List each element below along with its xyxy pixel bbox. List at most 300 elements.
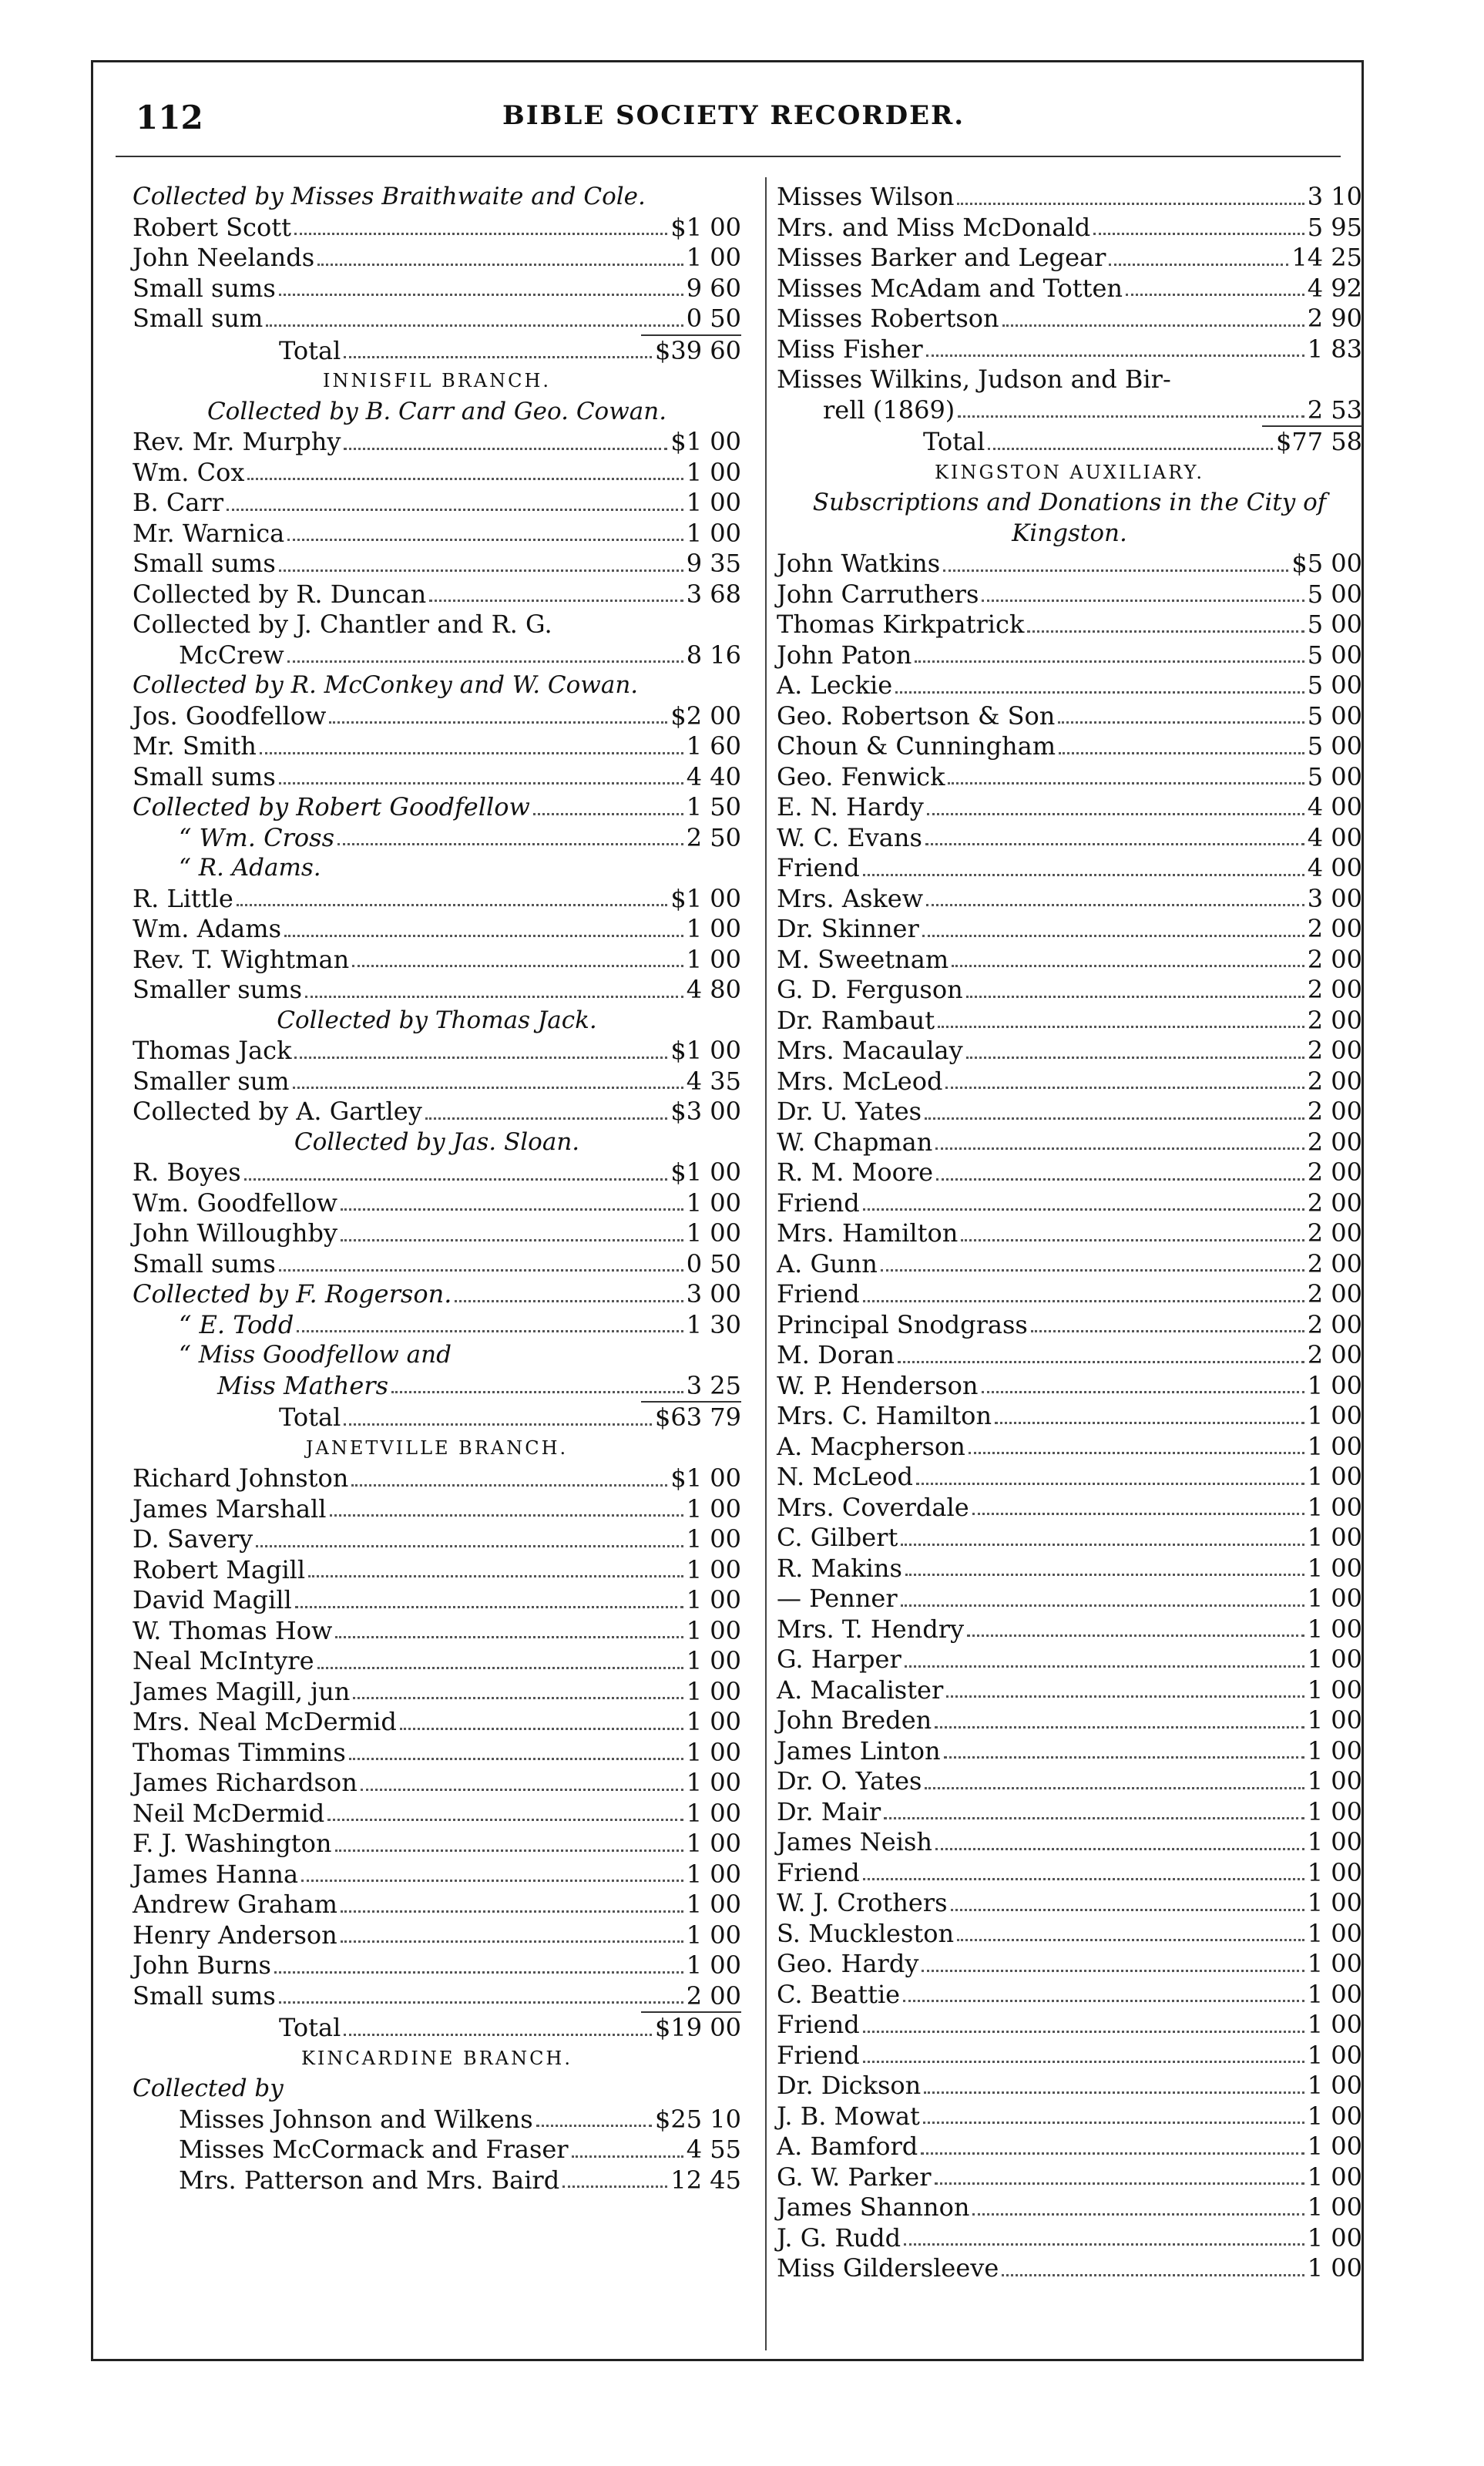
- entry-row: [133, 2135, 741, 2165]
- entry-row: [133, 1920, 741, 1951]
- leader-dots: [274, 1971, 683, 1974]
- entry-amount: 1 00: [1307, 1796, 1362, 1826]
- leader-dots: [247, 478, 683, 480]
- leader-dots: [952, 965, 1304, 967]
- entry-name: Friend: [777, 1279, 860, 1309]
- entry-row: [777, 1919, 1362, 1950]
- entry-row: [777, 182, 1362, 213]
- entry-row: [777, 1401, 1362, 1432]
- entry-amount: $3 00: [670, 1097, 741, 1126]
- entry-row: [777, 1736, 1362, 1767]
- entry-name: John Watkins: [777, 549, 941, 578]
- leader-dots: [958, 415, 1304, 418]
- total-label: Total: [923, 427, 985, 456]
- entry-amount: 1 00: [1307, 1979, 1362, 2009]
- entry-amount: 1 00: [1307, 1857, 1362, 1887]
- entry-amount: 1 00: [686, 1829, 741, 1858]
- entry-amount: 1 00: [686, 518, 741, 548]
- entry-name: R. Boyes: [133, 1157, 241, 1187]
- leader-dots: [925, 1787, 1304, 1789]
- entry-row: [777, 701, 1362, 732]
- entry-amount: 5 95: [1307, 212, 1362, 242]
- entry-amount: 1 00: [1307, 2101, 1362, 2131]
- leader-dots: [935, 2182, 1304, 2185]
- entry-name: Misses McAdam and Totten: [777, 273, 1123, 303]
- entry-amount: 1 00: [1307, 1584, 1362, 1613]
- leader-dots: [923, 2122, 1304, 2124]
- entry-name: Small sums: [133, 761, 276, 791]
- entry-row: [133, 1524, 741, 1555]
- entry-row: [777, 1705, 1362, 1736]
- entry-row: [777, 1036, 1362, 1067]
- entry-name: R. M. Moore: [777, 1157, 934, 1187]
- leader-dots: [301, 1880, 683, 1882]
- entry-name: A. Leckie: [777, 670, 893, 700]
- leader-dots: [533, 813, 683, 815]
- entry-amount: 1 00: [686, 1737, 741, 1767]
- total-amount: $63 79: [655, 1403, 741, 1432]
- entry-name: Geo. Robertson & Son: [777, 700, 1056, 731]
- entry-amount: 3 68: [686, 579, 741, 609]
- entry-row: [777, 580, 1362, 610]
- leader-dots: [863, 2031, 1304, 2033]
- entry-amount: 1 00: [686, 1615, 741, 1645]
- entry-amount: 4 80: [686, 975, 741, 1004]
- entry-name: rell (1869): [823, 395, 955, 425]
- leader-dots: [279, 782, 683, 784]
- entry-amount: 4 92: [1307, 273, 1362, 303]
- entry-name: Choun & Cunningham: [777, 731, 1056, 761]
- entry-amount: 1 00: [1307, 1735, 1362, 1766]
- entry-name: Misses Barker and Legear: [777, 243, 1106, 272]
- column-divider: [765, 177, 767, 2350]
- entry-name: Miss Gildersleeve: [777, 2253, 999, 2283]
- entry-row: [777, 334, 1362, 365]
- entry-row: [777, 670, 1362, 701]
- leader-dots: [935, 1848, 1304, 1850]
- entry-amount: 5 00: [1307, 761, 1362, 791]
- leader-dots: [260, 752, 683, 754]
- entry-row: [777, 1188, 1362, 1219]
- entry-amount: 4 00: [1307, 853, 1362, 882]
- entry-name: Small sums: [133, 273, 276, 303]
- leader-dots: [279, 1269, 683, 1272]
- entry-row: [777, 1614, 1362, 1645]
- entry-amount: $2 00: [670, 700, 741, 731]
- entry-name: C. Gilbert: [777, 1523, 898, 1552]
- leader-dots: [429, 600, 683, 602]
- entry-row: [133, 243, 741, 274]
- entry-row: [133, 1371, 741, 1402]
- entry-name: R. Little: [133, 883, 233, 913]
- entry-row: [133, 427, 741, 458]
- entry-row: [777, 762, 1362, 793]
- entry-amount: 1 30: [686, 1309, 741, 1339]
- entry-amount: 1 00: [1307, 1645, 1362, 1674]
- entry-row: [777, 1675, 1362, 1706]
- leader-dots: [935, 1726, 1304, 1729]
- entry-amount: 3 00: [686, 1279, 741, 1309]
- entry-name: James Shannon: [777, 2192, 970, 2222]
- entry-amount: 1 00: [1307, 1553, 1362, 1583]
- leader-dots: [905, 1665, 1304, 1668]
- entry-name: A. Macpherson: [777, 1431, 965, 1461]
- entry-name: Thomas Jack: [133, 1036, 292, 1065]
- entry-name: Misses McCormack and Fraser: [179, 2135, 569, 2164]
- entry-row: [777, 304, 1362, 334]
- entry-amount: 9 60: [686, 273, 741, 303]
- entry-name: Dr. Dickson: [777, 2071, 922, 2100]
- entry-name: Dr. O. Yates: [777, 1766, 922, 1796]
- leader-dots: [344, 2034, 652, 2036]
- entry-amount: 2 00: [1307, 1218, 1362, 1248]
- entry-name: Geo. Fenwick: [777, 761, 945, 791]
- leader-dots: [400, 1728, 683, 1730]
- entry-name: D. Savery: [133, 1524, 253, 1554]
- entry-amount: 2 00: [686, 1981, 741, 2011]
- leader-dots: [294, 233, 667, 235]
- entry-amount: 1 00: [1307, 2132, 1362, 2161]
- entry-name: W. C. Evans: [777, 822, 922, 852]
- leader-dots: [455, 1300, 683, 1302]
- entry-name: Collected by Robert Goodfellow: [133, 792, 530, 821]
- collector-line: Kingston.: [1012, 519, 1127, 547]
- entry-name: John Burns: [133, 1950, 271, 1980]
- total-amount: $19 00: [655, 2013, 741, 2042]
- entry-amount: $1 00: [670, 883, 741, 913]
- entry-name: Collected by A. Gartley: [133, 1097, 422, 1126]
- entry-name: James Neish: [777, 1827, 932, 1856]
- leader-dots: [995, 1422, 1304, 1424]
- leader-dots: [279, 2001, 683, 2004]
- entry-row: [777, 975, 1362, 1006]
- leader-dots: [287, 539, 683, 541]
- leader-dots: [1126, 294, 1304, 296]
- entry-row: [133, 1157, 741, 1188]
- entry-row: [133, 1768, 741, 1799]
- leader-dots: [353, 1697, 683, 1699]
- entry-row: [133, 1188, 741, 1219]
- entry-name: C. Beattie: [777, 1979, 901, 2009]
- entry-name: John Neelands: [133, 243, 315, 272]
- collector-line: Collected by R. McConkey and W. Cowan.: [133, 671, 639, 699]
- entry-name: G. W. Parker: [777, 2162, 932, 2192]
- entry-name: Dr. Rambaut: [777, 1005, 935, 1035]
- entry-name: Friend: [777, 853, 860, 882]
- entry-amount: 1 00: [686, 1585, 741, 1614]
- leader-dots: [327, 1819, 683, 1821]
- entry-name: B. Carr: [133, 488, 224, 517]
- entry-row: [777, 1279, 1362, 1310]
- entry-name: John Willoughby: [133, 1218, 338, 1248]
- entry-row: [133, 1067, 741, 1097]
- leader-dots: [361, 1789, 683, 1791]
- leader-dots: [935, 1147, 1304, 1150]
- leader-dots: [341, 1208, 683, 1211]
- entry-row: [133, 1950, 741, 1981]
- leader-dots: [905, 1574, 1304, 1576]
- entry-name: John Breden: [777, 1705, 932, 1735]
- entry-amount: 5 00: [1307, 731, 1362, 761]
- leader-dots: [344, 448, 667, 450]
- entry-amount: 1 00: [1307, 1431, 1362, 1461]
- entry-row: [777, 1645, 1362, 1675]
- entry-name: Mrs. Askew: [777, 883, 924, 913]
- entry-name: Small sum: [133, 304, 264, 333]
- entry-amount: $1 00: [670, 1157, 741, 1187]
- leader-dots: [884, 1817, 1304, 1819]
- section-heading: KINGSTON AUXILIARY.: [935, 461, 1204, 483]
- entry-amount: 5 00: [1307, 579, 1362, 609]
- entry-row: [777, 914, 1362, 945]
- entry-amount: 1 00: [1307, 1675, 1362, 1705]
- entry-amount: 1 00: [686, 1707, 741, 1736]
- entry-name: Mrs. Coverdale: [777, 1492, 969, 1522]
- leader-dots: [925, 1117, 1304, 1120]
- entry-name: James Magill, jun: [133, 1676, 351, 1706]
- collector-line: “ R. Adams.: [179, 854, 321, 882]
- leader-dots: [295, 1606, 683, 1608]
- entry-row: [133, 274, 741, 304]
- entry-row: [777, 640, 1362, 671]
- entry-amount: $5 00: [1291, 549, 1362, 578]
- entry-name: Rev. Mr. Murphy: [133, 427, 341, 456]
- entry-name: “ E. Todd: [179, 1309, 294, 1339]
- entry-row: [777, 1127, 1362, 1158]
- entry-amount: 4 00: [1307, 792, 1362, 821]
- entry-name: G. D. Ferguson: [777, 975, 963, 1004]
- entry-amount: 1 60: [686, 731, 741, 761]
- entry-row: [777, 274, 1362, 304]
- entry-name: S. Muckleston: [777, 1918, 955, 1948]
- entry-amount: 5 00: [1307, 670, 1362, 700]
- entry-amount: 1 00: [686, 1676, 741, 1706]
- entry-name: Neil McDermid: [133, 1798, 325, 1828]
- leader-dots: [921, 2152, 1304, 2155]
- leader-dots: [335, 1850, 683, 1852]
- entry-name: Small sums: [133, 549, 276, 578]
- entry-name: E. N. Hardy: [777, 792, 924, 821]
- entry-amount: 2 00: [1307, 1340, 1362, 1369]
- entry-amount: 1 00: [1307, 2010, 1362, 2039]
- entry-name: Mrs. T. Hendry: [777, 1614, 965, 1644]
- entry-name: McCrew: [179, 640, 284, 670]
- entry-row: [133, 975, 741, 1006]
- entry-amount: 1 00: [686, 1218, 741, 1248]
- entry-row: [777, 792, 1362, 823]
- leader-dots: [297, 1330, 683, 1332]
- entry-row: [777, 1157, 1362, 1188]
- entry-amount: 1 00: [1307, 2222, 1362, 2253]
- entry-name: W. Thomas How: [133, 1615, 333, 1645]
- leader-dots: [944, 1756, 1304, 1759]
- entry-row: [777, 1858, 1362, 1889]
- entry-name: James Marshall: [133, 1493, 327, 1524]
- entry-row: [777, 610, 1362, 640]
- entry-amount: 2 00: [1307, 1036, 1362, 1065]
- total-row: [133, 2013, 741, 2044]
- entry-amount: 1 00: [1307, 1949, 1362, 1978]
- entry-row: [777, 395, 1362, 426]
- entry-row: [777, 1797, 1362, 1828]
- entry-row: [133, 1218, 741, 1249]
- entry-name: J. G. Rudd: [777, 2222, 901, 2253]
- leader-dots: [916, 1483, 1304, 1485]
- leader-dots: [341, 1940, 683, 1943]
- leader-dots: [1027, 630, 1304, 633]
- leader-dots: [352, 965, 683, 967]
- leader-dots: [317, 264, 683, 266]
- leader-dots: [572, 2155, 683, 2158]
- entry-row: [133, 823, 741, 854]
- entry-amount: 5 00: [1307, 640, 1362, 670]
- entry-row: [133, 304, 741, 334]
- entry-row: [133, 1555, 741, 1586]
- leader-dots: [294, 1057, 667, 1059]
- entry-name: Miss Mathers: [217, 1370, 388, 1400]
- leader-dots: [227, 509, 683, 511]
- entry-amount: 3 25: [686, 1370, 741, 1400]
- entry-row: [777, 1432, 1362, 1463]
- leader-dots: [293, 1087, 683, 1089]
- entry-name: Small sums: [133, 1981, 276, 2011]
- leader-dots: [1002, 2274, 1304, 2276]
- leader-dots: [341, 1910, 683, 1913]
- entry-row: [133, 1249, 741, 1280]
- entry-amount: 2 00: [1307, 944, 1362, 974]
- entry-row: [133, 1738, 741, 1769]
- entry-row: [133, 1097, 741, 1127]
- leader-dots: [926, 354, 1304, 357]
- leader-dots: [945, 1087, 1304, 1089]
- entry-row: [777, 853, 1362, 884]
- page-number: 112: [136, 99, 203, 136]
- entry-amount: 2 50: [686, 822, 741, 852]
- entry-name: R. Makins: [777, 1553, 902, 1583]
- entry-amount: 1 00: [686, 1920, 741, 1950]
- entry-amount: 2 00: [1307, 975, 1362, 1004]
- leader-dots: [341, 1239, 683, 1241]
- leader-dots: [966, 996, 1304, 998]
- entry-amount: 0 50: [686, 304, 741, 333]
- entry-row: [777, 1462, 1362, 1493]
- entry-name: M. Sweetnam: [777, 944, 949, 974]
- entry-row: [133, 731, 741, 762]
- entry-row: [777, 1980, 1362, 2011]
- entry-name: John Carruthers: [777, 579, 979, 609]
- leader-dots: [863, 1878, 1304, 1880]
- entry-amount: 1 00: [1307, 1705, 1362, 1735]
- leader-dots: [344, 1423, 652, 1426]
- entry-name: Jos. Goodfellow: [133, 700, 327, 731]
- entry-amount: 1 00: [686, 1890, 741, 1919]
- entry-row: [777, 243, 1362, 274]
- entry-amount: 1 00: [1307, 1401, 1362, 1430]
- entry-amount: 1 83: [1307, 334, 1362, 364]
- entry-amount: 2 00: [1307, 1127, 1362, 1157]
- leader-dots: [863, 874, 1304, 876]
- entry-name: Collected by J. Chantler and R. G.: [133, 610, 552, 639]
- total-row: [133, 1403, 741, 1433]
- entry-name: Wm. Cox: [133, 457, 245, 487]
- entry-row: [133, 1646, 741, 1677]
- entry-name: “ Wm. Cross: [179, 822, 334, 852]
- entry-row: [777, 1310, 1362, 1341]
- entry-name: N. McLeod: [777, 1462, 913, 1491]
- leader-dots: [948, 782, 1304, 784]
- leader-dots: [922, 935, 1304, 937]
- leader-dots: [1058, 721, 1304, 724]
- entry-amount: 2 00: [1307, 1309, 1362, 1339]
- entry-name: W. Chapman: [777, 1127, 933, 1157]
- leader-dots: [961, 1239, 1304, 1241]
- entry-row: [777, 731, 1362, 762]
- entry-amount: 1 00: [686, 1493, 741, 1524]
- entry-amount: 4 55: [686, 2135, 741, 2164]
- leader-dots: [946, 1695, 1304, 1698]
- entry-name: Thomas Kirkpatrick: [777, 610, 1025, 639]
- entry-amount: 3 00: [1307, 883, 1362, 913]
- entry-amount: 0 50: [686, 1248, 741, 1278]
- leader-dots: [898, 1361, 1304, 1363]
- entry-row: [133, 2165, 741, 2196]
- entry-row: [777, 1766, 1362, 1797]
- entry-amount: 14 25: [1291, 243, 1362, 272]
- entry-amount: 2 00: [1307, 1188, 1362, 1218]
- leader-dots: [982, 1391, 1304, 1393]
- collector-line: Subscriptions and Donations in the City of: [812, 489, 1327, 516]
- entry-amount: 4 00: [1307, 822, 1362, 852]
- entry-row: [133, 213, 741, 244]
- entry-name: Friend: [777, 2010, 860, 2039]
- leader-dots: [988, 448, 1273, 450]
- entry-row: [777, 1249, 1362, 1280]
- leader-dots: [982, 600, 1304, 602]
- total-label: Total: [279, 335, 341, 365]
- entry-row: [133, 1677, 741, 1708]
- entry-amount: $25 10: [655, 2104, 741, 2134]
- entry-row: [133, 1279, 741, 1310]
- entry-name: Thomas Timmins: [133, 1737, 346, 1767]
- leader-dots: [305, 996, 683, 998]
- entry-amount: 1 00: [1307, 1462, 1362, 1491]
- entry-row: [133, 1463, 741, 1494]
- entry-name: Mrs. McLeod: [777, 1066, 943, 1096]
- entry-name: Friend: [777, 2040, 860, 2070]
- entry-name: Misses Wilkins, Judson and Bir-: [777, 365, 1171, 394]
- entry-name: Miss Fisher: [777, 334, 923, 364]
- entry-amount: $1 00: [670, 1463, 741, 1493]
- leader-dots: [1059, 752, 1304, 754]
- entry-row: [133, 762, 741, 793]
- entry-name: Principal Snodgrass: [777, 1309, 1028, 1339]
- leader-dots: [936, 1178, 1304, 1181]
- collector-line: Collected by Jas. Sloan.: [294, 1127, 580, 1156]
- header-rule: [116, 156, 1341, 157]
- entry-row: [777, 2010, 1362, 2041]
- entry-row: [777, 1371, 1362, 1402]
- leader-dots: [1109, 264, 1288, 266]
- collector-line: Collected by Misses Braithwaite and Cole.: [133, 183, 646, 210]
- leader-dots: [972, 1513, 1304, 1515]
- entry-name: Friend: [777, 1188, 860, 1218]
- entry-name: Mr. Warnica: [133, 518, 285, 548]
- entry-amount: 1 00: [1307, 1827, 1362, 1856]
- entry-name: G. Harper: [777, 1645, 901, 1674]
- leader-dots: [337, 843, 683, 845]
- entry-amount: $1 00: [670, 427, 741, 456]
- entry-row: [777, 1067, 1362, 1097]
